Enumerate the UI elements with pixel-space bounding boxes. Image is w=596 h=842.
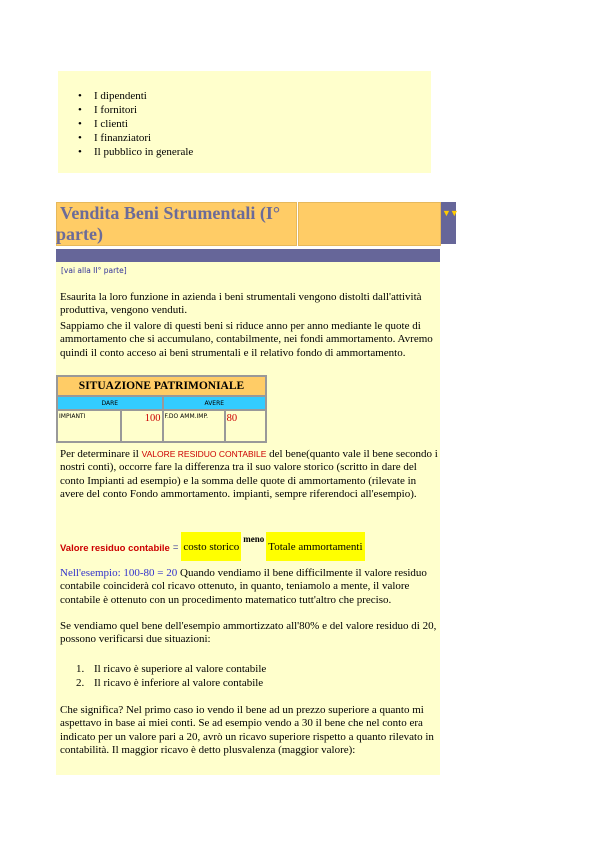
- situazione-patrimoniale-table: [56, 375, 267, 443]
- list-number: 2.: [76, 677, 85, 689]
- formula-equals: =: [172, 542, 179, 553]
- nav-button[interactable]: [441, 202, 456, 244]
- list-item: • I fornitori: [94, 103, 193, 117]
- situazioni-list: [76, 662, 266, 690]
- list-item: [76, 662, 266, 676]
- intro-paragraph-2: Sappiamo che il valore di questi beni si riduce anno per anno mediante le quote di ammortamento che si accumulano, contabilmente, nei fondi ammortamento. Avremo quindi il conto acceso ai beni strumentali e il relativo fondo di ammortamento.: [60, 320, 433, 359]
- valore-residuo-highlight: VALORE RESIDUO CONTABILE: [141, 449, 267, 459]
- determinare-post: del bene(quanto vale il bene secondo i nostri conti), occorre fare la differenza tra il suo valore storico (scritto in dare del conto Impianti ad esempio) e la somma delle quote di ammortamento (rilevate in avere del conto Fondo ammortamento. impianti, sempre riferendoci all'esempio).: [60, 448, 438, 500]
- list-text: Il ricavo è superiore al valore contabile: [94, 663, 267, 675]
- divider-bar: [56, 249, 440, 262]
- list-item: • I clienti: [94, 117, 193, 131]
- title-spacer: [298, 202, 441, 246]
- section-header: [56, 202, 456, 246]
- formula-operator: meno: [243, 534, 265, 544]
- esempio-paragraph: [60, 567, 440, 607]
- dare-value-cell: [121, 410, 162, 442]
- list-item: • I dipendenti: [94, 89, 193, 103]
- list-item: • Il pubblico in generale: [94, 145, 193, 159]
- list-text: Il ricavo è inferiore al valore contabile: [94, 677, 264, 689]
- content-area: [56, 262, 440, 775]
- list-item: [76, 676, 266, 690]
- list-item: • I finanziatori: [94, 131, 193, 145]
- esempio-calc: Nell'esempio: 100-80 = 20: [60, 567, 178, 579]
- formula-term-totale-ammortamenti: Totale ammortamenti: [266, 532, 364, 561]
- double-down-arrow-icon: ▼▼: [442, 208, 458, 218]
- determinare-pre: Per determinare il: [60, 448, 142, 460]
- dare-account-label: IMPIANTI: [57, 410, 121, 442]
- intro-paragraph-1: Esaurita la loro funzione in azienda i beni strumentali vengono distolti dall'attività produttiva, vengono venduti.: [60, 291, 422, 317]
- formula-row: [60, 532, 365, 564]
- situazione-title: SITUAZIONE PATRIMONIALE: [57, 376, 266, 396]
- avere-value-cell: [225, 410, 266, 442]
- formula-label: Valore residuo contabile: [60, 543, 170, 554]
- esempio-paragraph-2: Se vendiamo quel bene dell'esempio ammortizzato all'80% e del valore residuo di 20, possono verificarsi due situazioni:: [60, 620, 437, 646]
- list-number: 1.: [76, 663, 85, 675]
- stakeholders-list: [94, 89, 193, 159]
- dare-header: DARE: [57, 396, 163, 410]
- avere-header: AVERE: [163, 396, 266, 410]
- determinare-paragraph: [60, 448, 440, 501]
- next-part-link[interactable]: [vai alla II° parte]: [61, 266, 127, 275]
- dare-value: 100: [144, 413, 161, 424]
- stakeholders-box: [58, 71, 431, 173]
- page-title: Vendita Beni Strumentali (I° parte): [56, 203, 281, 244]
- esempio-text: Quando vendiamo il bene difficilmente il valore residuo contabile coinciderà col ricavo ottenuto, in quanto, teniamolo a mente, il valore contabile è ottenuto con un procedimento matematico tutt'altro che preciso.: [60, 567, 427, 606]
- avere-value: 80: [226, 413, 238, 424]
- avere-account-label: F.DO AMM.IMP.: [163, 410, 225, 442]
- formula-term-costo-storico: costo storico: [181, 532, 241, 561]
- closing-paragraph: Che significa? Nel primo caso io vendo il bene ad un prezzo superiore a quanto mi aspettavo in base ai miei conti. Se ad esempio vendo a 30 il bene che nel conto era indicato per un valore pari a 20, avrò un ricavo superiore rispetto a quanto rilevato in contabilità. Il maggior ricavo è detto plusvalenza (maggior valore):: [60, 704, 434, 756]
